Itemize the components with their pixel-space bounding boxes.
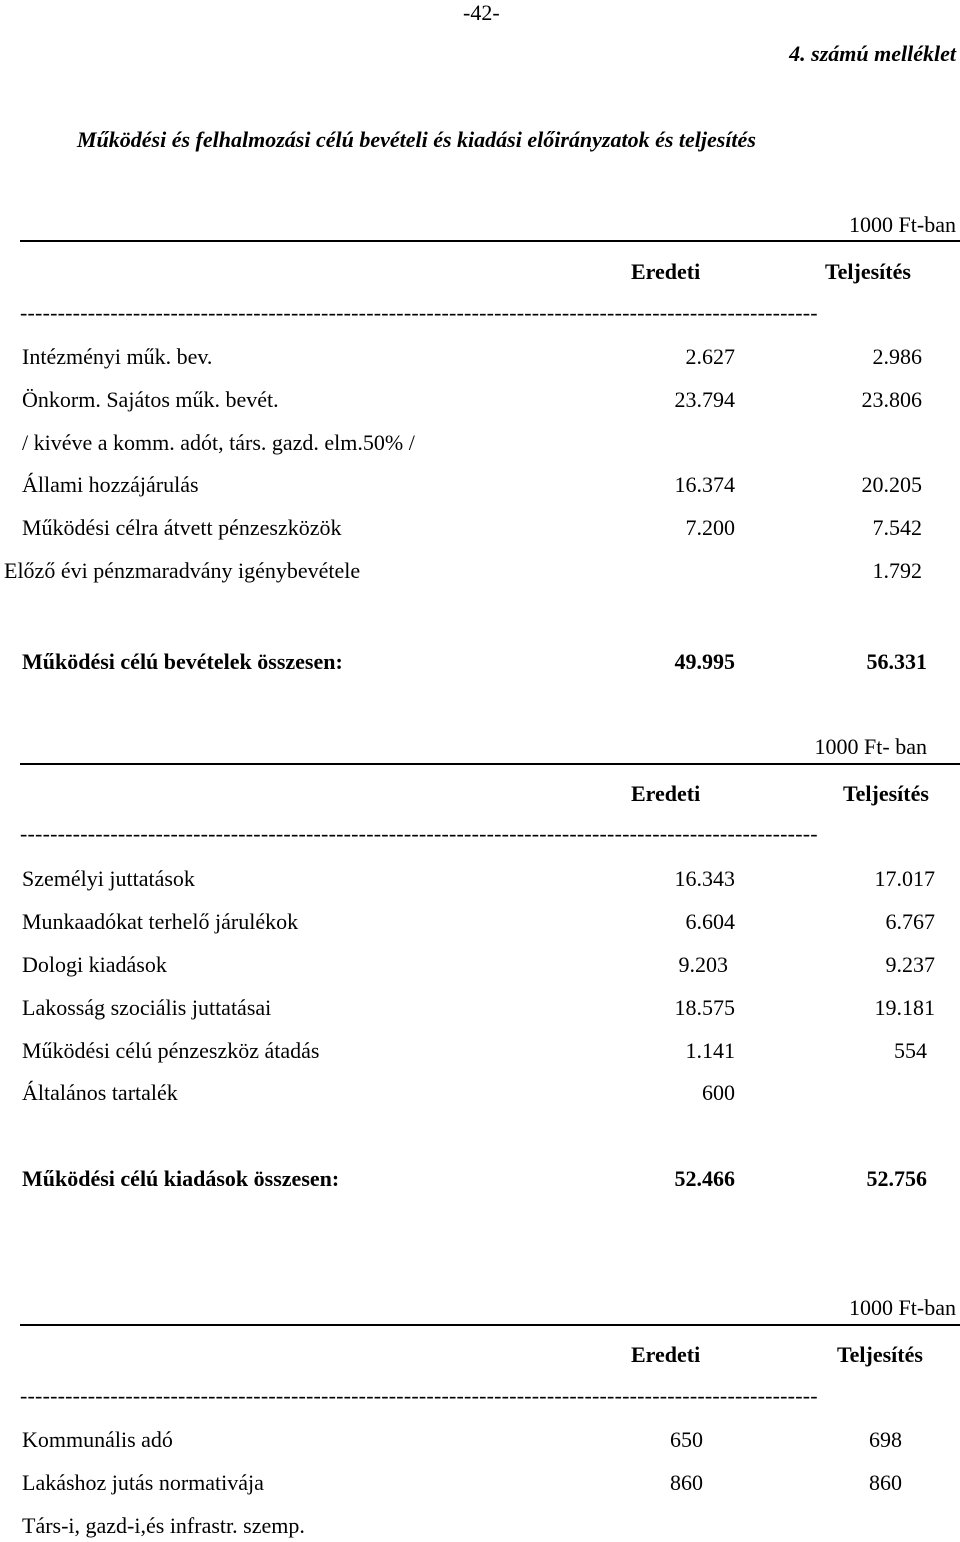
original-value: 860 [670, 1470, 703, 1495]
original-value: 1.141 [685, 1038, 735, 1063]
actual-value: 860 [869, 1470, 902, 1495]
dash-separator: ---------------------------------------------------------------------------------------------------------- [20, 1383, 818, 1408]
column-header-actual: Teljesítés [825, 259, 911, 284]
row-label: Előző évi pénzmaradvány igénybevétele [4, 558, 361, 583]
column-header-original: Eredeti [631, 1342, 701, 1367]
row-label: Kommunális adó [22, 1427, 173, 1452]
unit-label: 1000 Ft-ban [849, 212, 956, 237]
row-label: Társ-i, gazd-i,és infrastr. szemp. [22, 1513, 305, 1538]
divider [20, 763, 960, 765]
row-label: / kivéve a komm. adót, társ. gazd. elm.50% / [22, 430, 415, 455]
row-label: Állami hozzájárulás [22, 472, 199, 497]
original-value: 2.627 [685, 344, 735, 369]
original-value: 650 [670, 1427, 703, 1452]
main-title: Működési és felhalmozási célú bevételi és kiadási előirányzatok és teljesítés [77, 127, 756, 152]
actual-value: 9.237 [885, 952, 935, 977]
annex-label: 4. számú melléklet [789, 41, 956, 66]
actual-value: 17.017 [874, 866, 935, 891]
column-header-original: Eredeti [631, 259, 701, 284]
actual-value: 23.806 [861, 387, 922, 412]
total-actual-value: 52.756 [866, 1166, 927, 1191]
dash-separator: ---------------------------------------------------------------------------------------------------------- [20, 821, 818, 846]
unit-label: 1000 Ft- ban [814, 734, 927, 759]
total-original-value: 52.466 [674, 1166, 735, 1191]
total-label: Működési célú kiadások összesen: [22, 1166, 340, 1191]
total-actual-value: 56.331 [866, 649, 927, 674]
original-value: 18.575 [674, 995, 735, 1020]
actual-value: 698 [869, 1427, 902, 1452]
row-label: Munkaadókat terhelő járulékok [22, 909, 299, 934]
column-header-original: Eredeti [631, 781, 701, 806]
actual-value: 19.181 [874, 995, 935, 1020]
row-label: Működési célú pénzeszköz átadás [22, 1038, 320, 1063]
actual-value: 7.542 [872, 515, 922, 540]
row-label: Általános tartalék [22, 1080, 178, 1105]
actual-value: 2.986 [872, 344, 922, 369]
original-value: 600 [702, 1080, 735, 1105]
column-header-actual: Teljesítés [843, 781, 929, 806]
dash-separator: ---------------------------------------------------------------------------------------------------------- [20, 300, 818, 325]
row-label: Intézményi műk. bev. [22, 344, 213, 369]
original-value: 7.200 [685, 515, 735, 540]
divider [20, 1324, 960, 1326]
actual-value: 554 [894, 1038, 927, 1063]
actual-value: 6.767 [885, 909, 935, 934]
row-label: Működési célra átvett pénzeszközök [22, 515, 342, 540]
original-value: 9.203 [678, 952, 728, 977]
actual-value: 1.792 [872, 558, 922, 583]
row-label: Lakáshoz jutás normativája [22, 1470, 264, 1495]
total-original-value: 49.995 [674, 649, 735, 674]
row-label: Lakosság szociális juttatásai [22, 995, 272, 1020]
actual-value: 20.205 [861, 472, 922, 497]
original-value: 16.343 [674, 866, 735, 891]
original-value: 23.794 [674, 387, 735, 412]
original-value: 16.374 [674, 472, 735, 497]
total-label: Működési célú bevételek összesen: [22, 649, 343, 674]
column-header-actual: Teljesítés [837, 1342, 923, 1367]
row-label: Személyi juttatások [22, 866, 195, 891]
row-label: Önkorm. Sajátos műk. bevét. [22, 387, 279, 412]
page-number: -42- [463, 0, 500, 25]
row-label: Dologi kiadások [22, 952, 167, 977]
divider [20, 240, 960, 242]
unit-label: 1000 Ft-ban [849, 1295, 956, 1320]
original-value: 6.604 [685, 909, 735, 934]
